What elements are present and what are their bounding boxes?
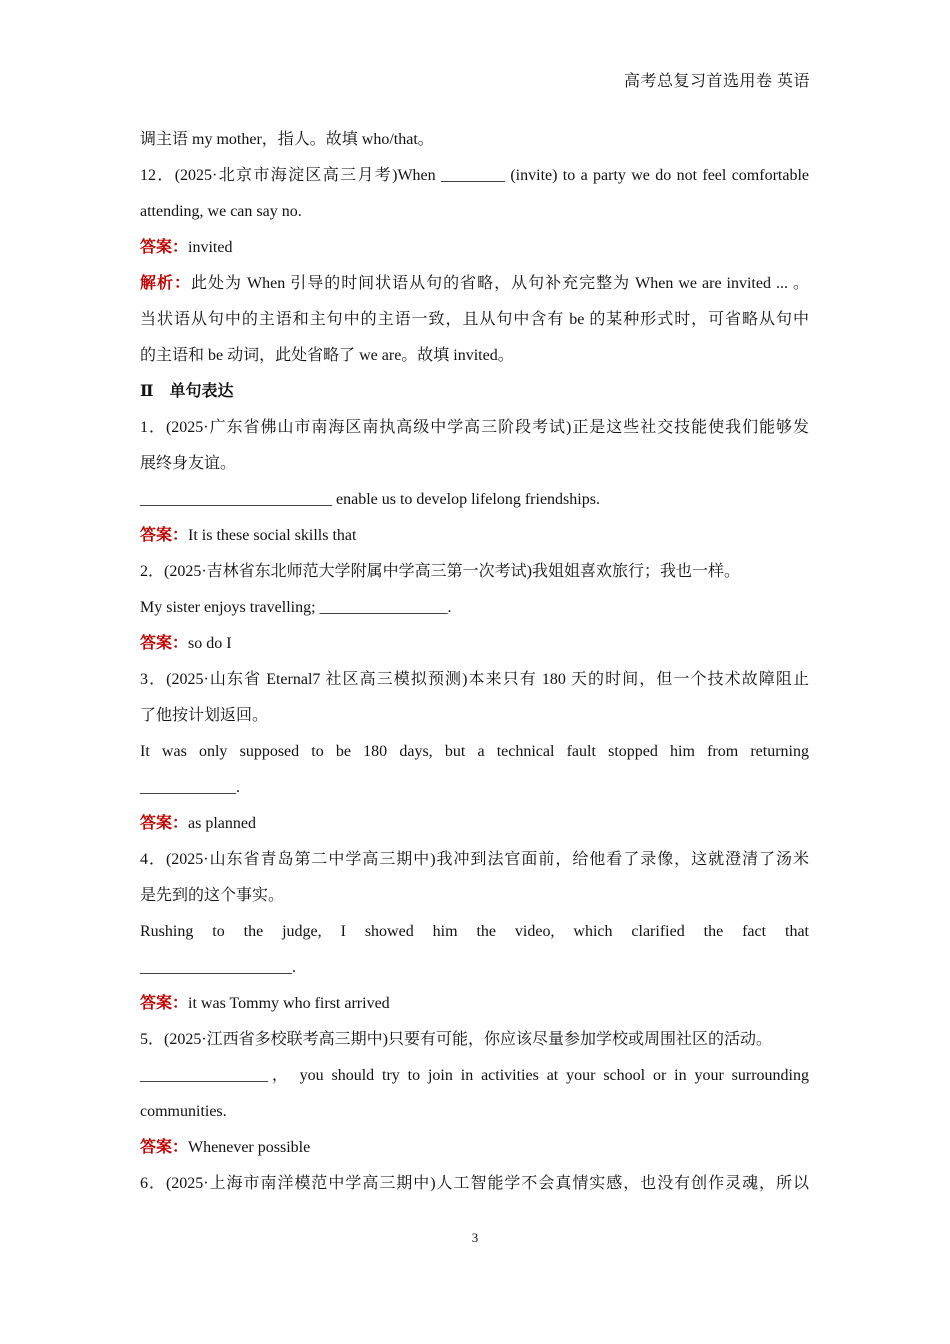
- question-12-line2: attending, we can say no.: [140, 203, 302, 220]
- item-2-en-line1: My sister enjoys travelling; ________________.: [140, 599, 452, 616]
- item-5-cn-line1: 5．(2025·江西省多校联考高三期中)只要有可能，你应该尽量参加学校或周围社区的活动。: [140, 1031, 772, 1048]
- continued-explanation: 调主语 my mother，指人。故填 who/that。: [140, 131, 434, 148]
- running-header: 高考总复习首选用卷 英语: [623, 73, 810, 90]
- page-number: 3: [471, 1230, 479, 1245]
- answer-text: Whenever possible: [188, 1139, 311, 1156]
- page-content: [140, 122, 809, 1202]
- item-2-cn-line1: 2．(2025·吉林省东北师范大学附属中学高三第一次考试)我姐姐喜欢旅行；我也一样。: [140, 563, 740, 580]
- item-3-cn-line1: 3．(2025·山东省 Eternal7 社区高三模拟预测)本来只有 180 天的时间，但一个技术故障阻止: [140, 671, 809, 688]
- question-12-line1: 12．(2025·北京市海淀区高三月考)When ________ (invite) to a party we do not feel comfortable: [140, 167, 809, 184]
- answer-label: 答案：: [140, 239, 189, 256]
- item-1-answer: [140, 518, 809, 554]
- section-title: Ⅱ 单句表达: [140, 383, 234, 400]
- analysis-label: 解析：: [140, 275, 191, 292]
- item-1-en-line1: ________________________ enable us to develop lifelong friendships.: [140, 491, 600, 508]
- item-3-en-line1: It was only supposed to be 180 days, but a technical fault stopped him from returning: [140, 743, 809, 760]
- question-12-analysis-1: [140, 266, 809, 302]
- item-5-en-line2: communities.: [140, 1103, 227, 1120]
- question-12-analysis-3: 的主语和 be 动词，此处省略了 we are。故填 invited。: [140, 347, 514, 364]
- item-3-answer: [140, 806, 809, 842]
- item-4-answer: [140, 986, 809, 1022]
- answer-label: 答案：: [140, 995, 189, 1012]
- answer-text: it was Tommy who first arrived: [188, 995, 390, 1012]
- answer-label: 答案：: [140, 635, 189, 652]
- answer-label: 答案：: [140, 815, 189, 832]
- item-4-en-line1: Rushing to the judge, I showed him the video, which clarified the fact that: [140, 923, 809, 940]
- answer-text: as planned: [188, 815, 256, 832]
- item-6-cn-line1: 6．(2025·上海市南洋模范中学高三期中)人工智能学不会真情实感，也没有创作灵魂，所以: [140, 1175, 809, 1192]
- item-5-en-line1: ________________， you should try to join in activities at your school or in your surrounding: [140, 1067, 809, 1084]
- item-3-cn-line2: 了他按计划返回。: [140, 707, 269, 724]
- item-5-answer: [140, 1130, 809, 1166]
- item-2-answer: [140, 626, 809, 662]
- item-4-en-line2: ___________________.: [140, 959, 296, 976]
- answer-text: invited: [188, 239, 233, 256]
- answer-label: 答案：: [140, 527, 189, 544]
- item-1-cn-line1: 1．(2025·广东省佛山市南海区南执高级中学高三阶段考试)正是这些社交技能使我们能够发: [140, 419, 809, 436]
- answer-label: 答案：: [140, 1139, 189, 1156]
- question-12-answer: [140, 230, 809, 266]
- question-12-analysis-2: 当状语从句中的主语和主句中的主语一致，且从句中含有 be 的某种形式时，可省略从句中: [140, 311, 809, 328]
- item-1-cn-line2: 展终身友谊。: [140, 455, 237, 472]
- item-4-cn-line2: 是先到的这个事实。: [140, 887, 285, 904]
- item-3-en-line2: ____________.: [140, 779, 240, 796]
- answer-text: so do I: [188, 635, 232, 652]
- item-4-cn-line1: 4．(2025·山东省青岛第二中学高三期中)我冲到法官面前，给他看了录像，这就澄清了汤米: [140, 851, 809, 868]
- answer-text: It is these social skills that: [188, 527, 357, 544]
- analysis-text: 此处为 When 引导的时间状语从句的省略，从句补充完整为 When we are invited ... 。: [191, 275, 809, 292]
